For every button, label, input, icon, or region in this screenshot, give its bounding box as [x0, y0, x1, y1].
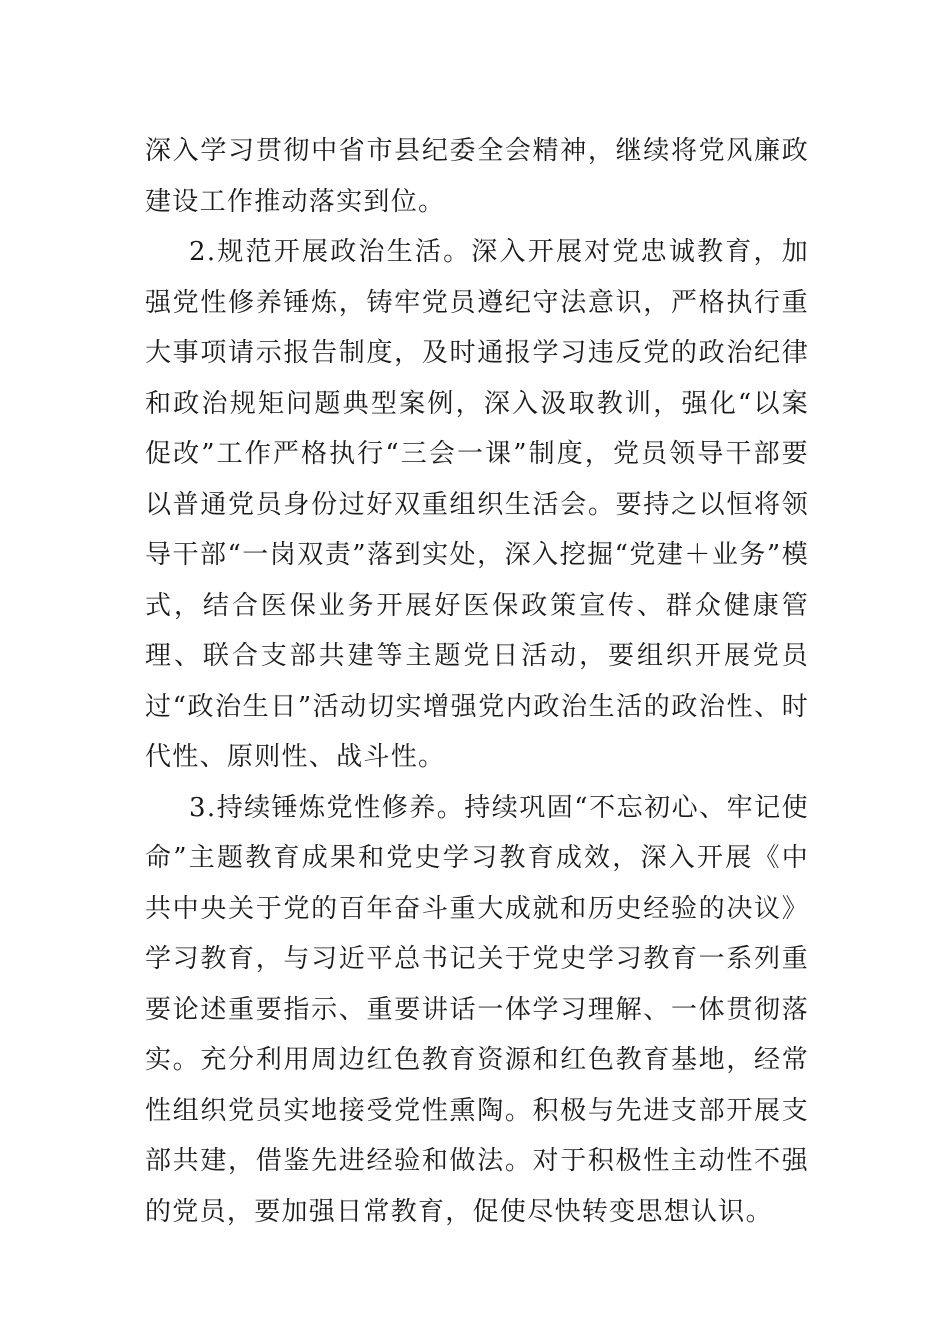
paragraph-continuation: 深入学习贯彻中省市县纪委全会精神，继续将党风廉政建设工作推动落实到位。 — [145, 136, 809, 217]
paragraph-item-2: 2.规范开展政治生活。深入开展对党忠诚教育，加强党性修养锤炼，铸牢党员遵纪守法意识，严格执行重大事项请示报告制度，及时通报学习违反党的政治纪律和政治规矩问题典型案例，深入汲取教训，强化“以案促改”工作严格执行“三会一课”制度，党员领导干部要以普通党员身份过好双重组织生活会。要持之以恒将领导干部“一岗双责”落到实处，深入挖掘“党建＋业务”模式，结合医保业务开展好医保政策宣传、群众健康管理、联合支部共建等主题党日活动，要组织开展党员过“政治生日”活动切实增强党内政治生活的政治性、时代性、原则性、战斗性。 — [145, 237, 809, 772]
paragraph-item-3: 3.持续锤炼党性修养。持续巩固“不忘初心、牢记使命”主题教育成果和党史学习教育成效，深入开展《中共中央关于党的百年奋斗重大成就和历史经验的决议》学习教育，与习近平总书记关于党史学习教育一系列重要论述重要指示、重要讲话一体学习理解、一体贯彻落实。充分利用周边红色教育资源和红色教育基地，经常性组织党员实地接受党性熏陶。积极与先进支部开展支部共建，借鉴先进经验和做法。对于积极性主动性不强的党员，要加强日常教育，促使尽快转变思想认识。 — [145, 792, 809, 1227]
document-body — [145, 126, 809, 1237]
